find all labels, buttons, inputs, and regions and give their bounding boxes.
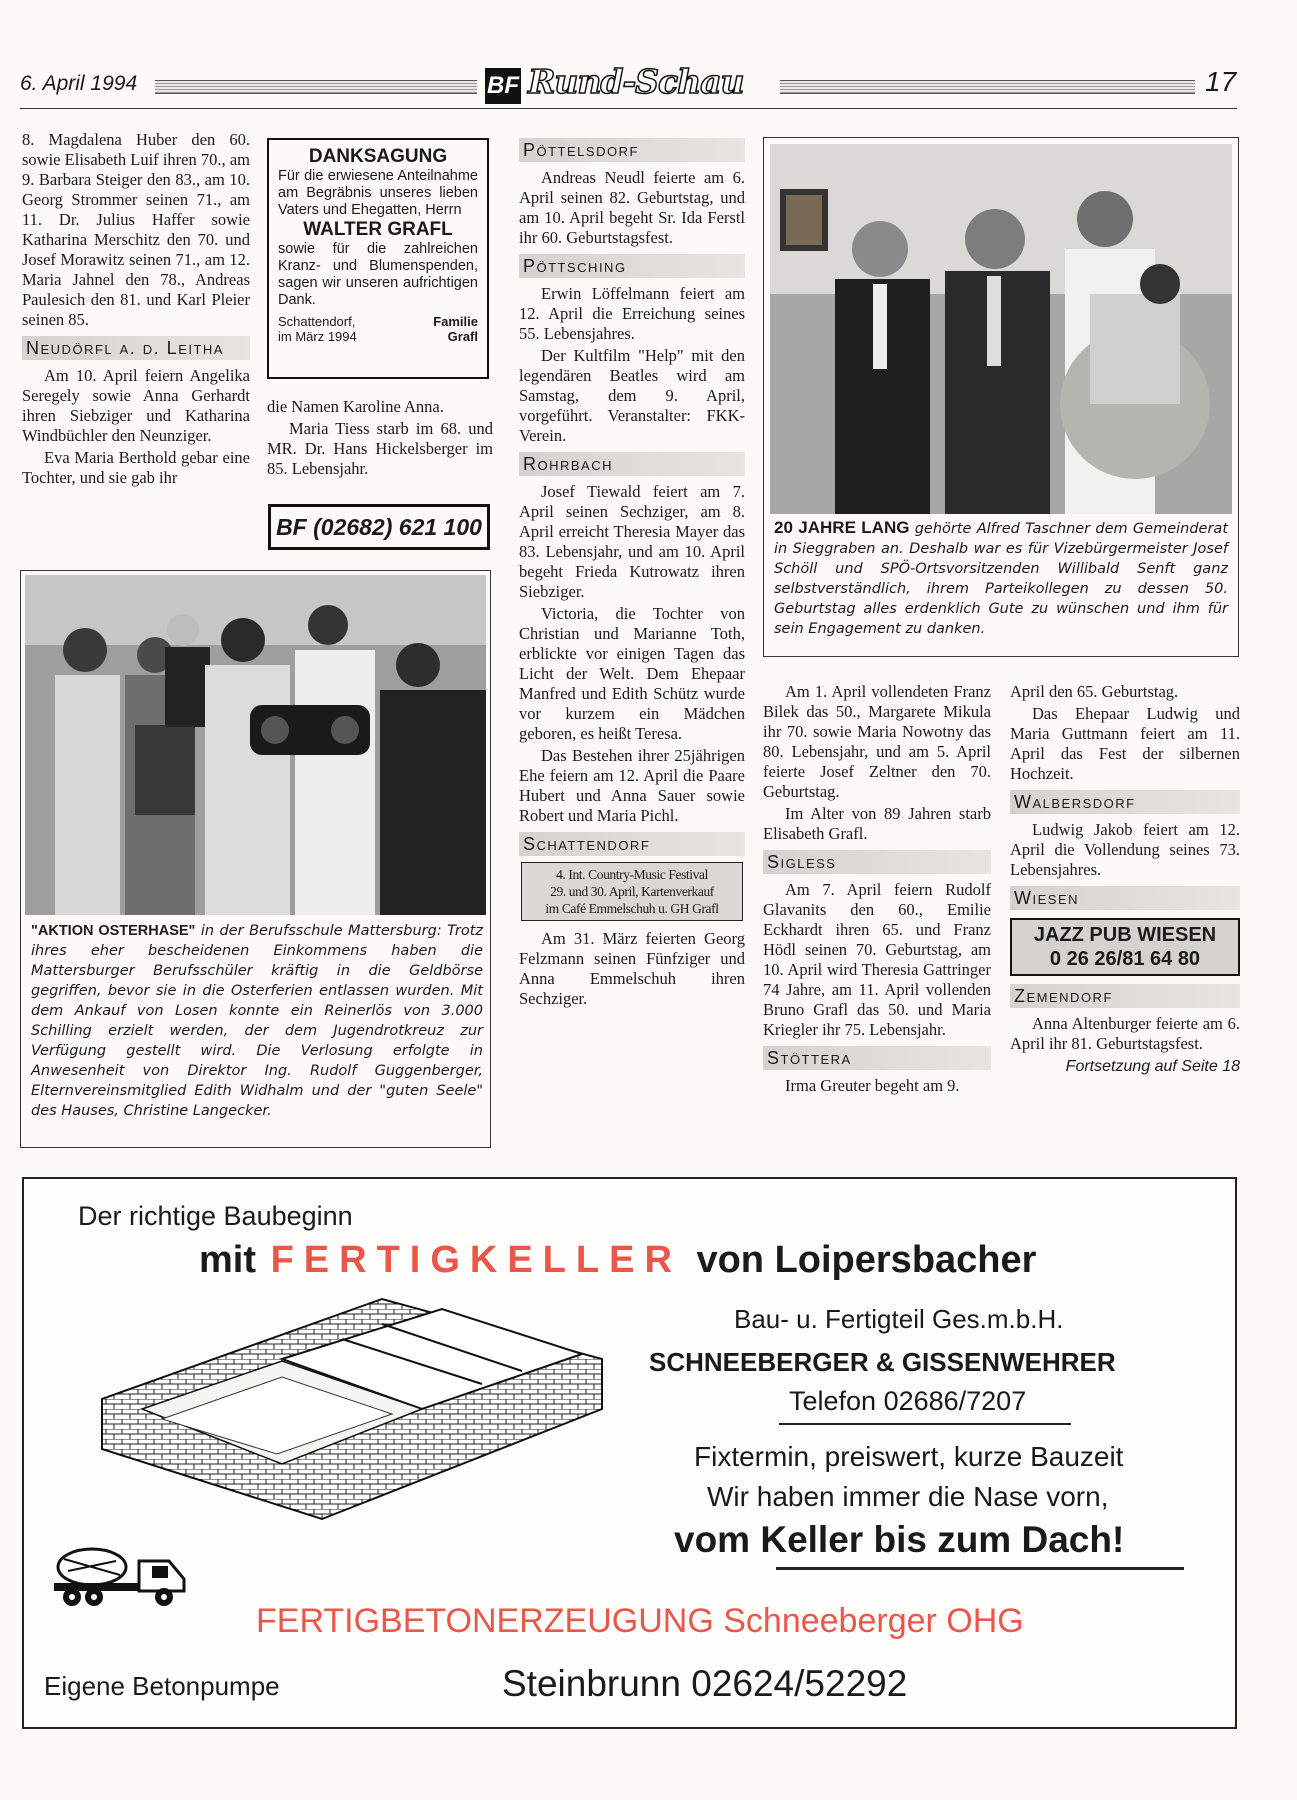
- header-logo-title: Rund-Schau: [528, 62, 744, 101]
- danksagung-box: [267, 138, 489, 379]
- col3-poettelsdorf-p: Andreas Neudl feierte am 6. April seinen 82. Geburtstag, und am 10. April begeht Sr. Ida Ferstl ihr 60. Geburtstagsfest.: [519, 168, 745, 247]
- ad-company2: SCHNEEBERGER & GISSENWEHRER: [649, 1347, 1116, 1377]
- ad-brand: FERTIGKELLER: [270, 1239, 682, 1281]
- photo-gemeinderat-birthday: [770, 144, 1232, 514]
- danksagung-text1: Für die erwiesene Anteilnahme am Begräbnis unseres lieben Vaters und Ehegatten, Herrn: [278, 168, 478, 218]
- phone-box: BF (02682) 621 100: [268, 504, 490, 550]
- col2-p1: die Namen Karoline Anna.: [267, 397, 444, 416]
- column-1: [22, 130, 250, 490]
- ad-slogan2: Wir haben immer die Nase vorn,: [707, 1481, 1109, 1512]
- jazz-line1: JAZZ PUB WIESEN: [1033, 924, 1217, 946]
- col3-rohrbach-p1: Josef Tiewald feiert am 7. April seinen Sechziger, am 8. April erreicht Theresia Mayer das 83. Lebensjahr, und am 10. April begeht Frieda Kutrowatz ihren Siebziger.: [519, 482, 745, 601]
- column-4: [763, 682, 991, 1098]
- col1-neudoerfl-p2: Eva Maria Berthold gebar eine Tochter, und sie gab ihr: [22, 448, 250, 487]
- ad-contact: Steinbrunn 02624/52292: [502, 1663, 908, 1704]
- cellar-illustration-icon: [82, 1279, 642, 1539]
- festival-box: [521, 862, 743, 921]
- section-schattendorf-heading: Schattendorf: [519, 832, 745, 856]
- col3-schattendorf-p: Am 31. März feierten Georg Felzmann seinen Fünfziger und Anna Emmelschuh ihren Sechziger.: [519, 929, 745, 1008]
- header-underline: [20, 108, 1237, 109]
- section-zemendorf-heading: Zemendorf: [1010, 984, 1240, 1008]
- danksagung-signer1: Familie: [433, 314, 478, 329]
- header-logo-badge: BF: [485, 68, 521, 104]
- section-walbersdorf-heading: Walbersdorf: [1010, 790, 1240, 814]
- photo1-frame: [20, 570, 491, 1148]
- continued-note: Fortsetzung auf Seite 18: [1065, 1058, 1240, 1075]
- col4-p2: Im Alter von 89 Jahren starb Elisabeth Grafl.: [763, 804, 991, 843]
- col5-zemendorf-p: Anna Altenburger feierte am 6. April ihr 81. Geburtstagsfest.: [1010, 1014, 1240, 1053]
- header-date: 6. April 1994: [20, 72, 138, 95]
- col3-rohrbach-p3: Das Bestehen ihrer 25jährigen Ehe feiern am 12. April die Paare Hubert und Anna Sauer sowie Robert und Maria Pichl.: [519, 746, 745, 825]
- photo-students-easter-action: [25, 575, 486, 915]
- column-2: [267, 397, 493, 481]
- photo1-caption-title: "AKTION OSTERHASE": [31, 923, 196, 939]
- ad-line2-post: von Loipersbacher: [696, 1239, 1037, 1281]
- col5-walbersdorf-p: Ludwig Jakob feiert am 12. April die Vollendung seines 73. Lebensjahres.: [1010, 820, 1240, 879]
- page-number: 17: [1205, 66, 1237, 97]
- festival-line2: 29. und 30. April, Kartenverkauf: [550, 884, 714, 899]
- col3-poettsching-p2: Der Kultfilm "Help" mit den legendären Beatles wird am Samstag, dem 9. April, vorgeführt. Veranstalter: FKK-Verein.: [519, 346, 745, 445]
- jazz-pub-box: [1010, 918, 1240, 976]
- section-sigless-heading: Sigless: [763, 850, 991, 874]
- ad-slogan3: vom Keller bis zum Dach!: [674, 1519, 1125, 1560]
- ad-line2-pre: mit: [199, 1239, 256, 1281]
- danksagung-place: Schattendorf,: [278, 314, 356, 329]
- ad-line1: Der richtige Baubeginn: [78, 1201, 353, 1231]
- ad-concrete: FERTIGBETONERZEUGUNG Schneeberger OHG: [256, 1602, 1024, 1640]
- col4-sigless-p: Am 7. April feiern Rudolf Glavanits den 60., Emilie Eckhardt ihren 65. und Franz Hödl seinen 70. Geburtstag, am 10. April wird Theresia Gattringer 74 Jahre, am 11. April vollenden Bruno Grafl das 50. und Maria Kriegler ihr 75. Lebensjahr.: [763, 880, 991, 1039]
- festival-line3: im Café Emmelschuh u. GH Grafl: [545, 901, 719, 916]
- photo2-frame: [763, 137, 1239, 657]
- jazz-line2: 0 26 26/81 64 80: [1049, 948, 1201, 970]
- col4-p1: Am 1. April vollendeten Franz Bilek das 50., Margarete Mikula ihr 70. sowie Maria Nowotny das 80. Lebensjahr, und am 5. April feierte Josef Zeltner den 70. Geburtstag.: [763, 682, 991, 801]
- header-rule-right: [780, 80, 1195, 94]
- ad-phone-underline: [779, 1423, 1071, 1425]
- col1-neudoerfl-p1: Am 10. April feiern Angelika Seregely sowie Anna Gerhardt ihren Siebziger und Katharina Windbüchler den Neunziger.: [22, 366, 250, 445]
- col2-p2: Maria Tiess starb im 68. und MR. Dr. Hans Hickelsberger im 85. Lebensjahr.: [267, 419, 493, 478]
- section-poettelsdorf-heading: Pöttelsdorf: [519, 138, 745, 162]
- header-rule-left: [155, 80, 477, 94]
- section-neudoerfl-heading: Neudörfl a. d. Leitha: [22, 336, 250, 360]
- photo2-caption: [774, 518, 1228, 639]
- column-3: [519, 138, 745, 1011]
- danksagung-date: im März 1994: [278, 329, 357, 344]
- ad-company1: Bau- u. Fertigteil Ges.m.b.H.: [734, 1304, 1064, 1334]
- photo2-caption-title: 20 JAHRE LANG: [774, 518, 910, 537]
- ad-line2: [199, 1239, 1036, 1282]
- danksagung-name: WALTER GRAFL: [303, 219, 453, 240]
- section-stoettera-heading: Stöttera: [763, 1046, 991, 1070]
- danksagung-title: DANKSAGUNG: [308, 146, 448, 167]
- photo2-caption-text: gehörte Alfred Taschner dem Gemeinderat in Sieggraben an. Deshalb war es für Vizebürgermeister Josef Schöll und SPÖ-Ortsvorsitzenden Willibald Senft ganz selbstverständlich, ihrem Parteikollegen zu dessen 50. Geburtstag alles erdenklich Gute zu wünschen und ihm für sein Engagement zu danken.: [774, 521, 1229, 637]
- photo1-caption-text: in der Berufsschule Mattersburg: Trotz ihres eher bescheidenen Einkommens haben die Mattersburger Berufsschüler kräftig in die Geldbörse gegriffen, bevor sie in die Osterferien entlassen wurden. Mit dem Ankauf von Losen konnte ein Reinerlös von 3.000 Schilling erzielt werden, der dem Jugendrotkreuz zur Verfügung gestellt wird. Die Verlosung erfolgte in Anwesenheit von Direktor Ing. Rudolf Guggenberger, Elternvereinsmitglied Edith Widhalm und der "guten Seele" des Hauses, Christine Langecker.: [31, 923, 484, 1119]
- festival-line1: 4. Int. Country-Music Festival: [556, 867, 708, 882]
- ad-pump: Eigene Betonpumpe: [44, 1671, 280, 1701]
- column-5: [1010, 682, 1240, 1077]
- col1-intro: 8. Magdalena Huber den 60. sowie Elisabeth Luif ihren 70., am 9. Barbara Steiger den 83., am 10. Georg Strommer seinen 71., am 11. Dr. Julius Haffer sowie Katharina Merschitz den 70. und Josef Morawitz seinen 71., am 12. Maria Jahnel den 78., Andreas Paulesich den 81. und Karl Pleier seinen 85.: [22, 130, 250, 329]
- danksagung-signer2: Grafl: [447, 329, 478, 344]
- ad-phone: Telefon 02686/7207: [789, 1386, 1027, 1416]
- ad-slogan1: Fixtermin, preiswert, kurze Bauzeit: [694, 1441, 1124, 1472]
- section-poettsching-heading: Pöttsching: [519, 254, 745, 278]
- photo1-caption: [31, 921, 483, 1121]
- ad-slogan-underline: [776, 1567, 1184, 1570]
- danksagung-text2: sowie für die zahlreichen Kranz- und Blumenspenden, sagen wir unseren aufrichtigen Dank.: [278, 241, 478, 308]
- col3-poettsching-p1: Erwin Löffelmann feiert am 12. April die Erreichung seines 55. Lebensjahres.: [519, 284, 745, 343]
- section-wiesen-heading: Wiesen: [1010, 886, 1240, 910]
- concrete-mixer-truck-icon: [44, 1539, 194, 1609]
- section-rohrbach-heading: Rohrbach: [519, 452, 745, 476]
- col4-stoettera-p: Irma Greuter begeht am 9.: [785, 1076, 960, 1095]
- col5-p2: Das Ehepaar Ludwig und Maria Guttmann feiert am 11. April das Fest der silbernen Hochzeit.: [1010, 704, 1240, 783]
- col3-rohrbach-p2: Victoria, die Tochter von Christian und Marianne Toth, erblickte vor einigen Tagen das Licht der Welt. Dem Ehepaar Manfred und Edith Schütz wurde vor kurzem ein Mädchen geboren, es heißt Teresa.: [519, 604, 745, 743]
- col5-p1: April den 65. Geburtstag.: [1010, 682, 1179, 701]
- ad-fertigkeller: [22, 1177, 1237, 1729]
